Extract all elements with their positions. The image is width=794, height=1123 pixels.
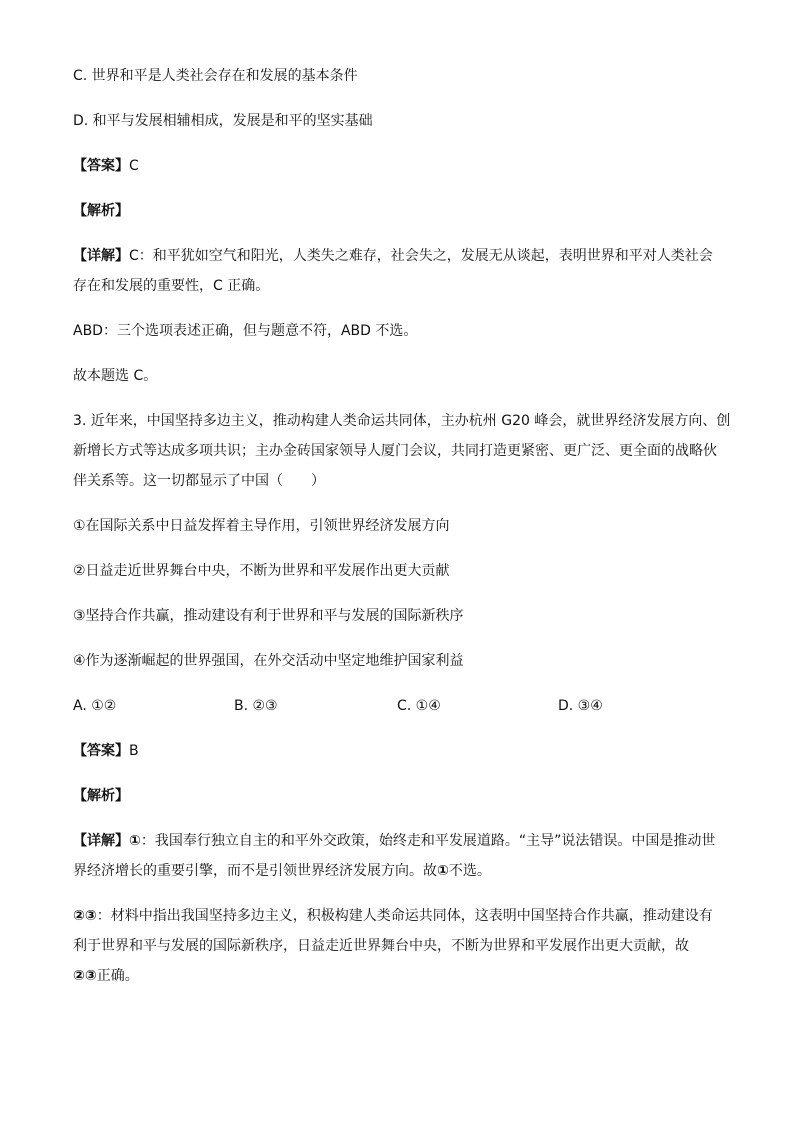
choice-d: D. ③④ [558,698,603,714]
answer-label: 【答案】 [73,743,129,759]
answer-line-2 [73,741,139,761]
statement-3: ③坚持合作共赢，推动建设有利于世界和平与发展的国际新秩序 [73,608,464,624]
detail-mark: ① [437,863,449,879]
detail-text-end: 不选。 [448,863,491,879]
analysis-heading-2: 【解析】 [73,788,129,804]
question-3-line-c: 伴关系等。这一切都显示了中国（ ） [73,473,325,489]
detail-text: ：材料中指出我国坚持多边主义，积极构建人类命运共同体，这表明中国坚持合作共赢，推动建设有 [96,908,713,924]
choice-a: A. ①② [73,698,117,714]
detail-line-1b: 存在和发展的重要性，C 正确。 [73,278,270,294]
choice-b: B. ②③ [234,698,278,714]
analysis-heading-1: 【解析】 [73,203,129,219]
detail-text: C：和平犹如空气和阳光，人类失之难存，社会失之，发展无从谈起，表明世界和平对人类社会 [129,248,713,264]
detail-lead-mark: ②③ [73,908,97,924]
conclusion-line-1: 故本题选 C。 [73,368,158,384]
answer-value: B [129,743,139,759]
detail-label: 【详解】 [73,833,129,849]
option-d-line: D. 和平与发展相辅相成，发展是和平的坚实基础 [73,113,373,129]
statement-4: ④作为逐渐崛起的世界强国，在外交活动中坚定地维护国家利益 [73,653,464,669]
detail-line-3c [73,966,139,986]
detail-text-end: 正确。 [96,968,139,984]
answer-line-1 [73,156,139,176]
choice-c: C. ①④ [397,698,441,714]
detail-label: 【详解】 [73,248,129,264]
detail-line-1a [73,246,713,266]
detail-line-2a [73,831,715,851]
detail-mark: ②③ [73,968,97,984]
answer-value: C [129,158,139,174]
abd-line: ABD：三个选项表述正确，但与题意不符，ABD 不选。 [73,323,418,339]
detail-lead-mark: ① [129,833,141,849]
question-3-line-a: 3. 近年来，中国坚持多边主义，推动构建人类命运共同体，主办杭州 G20 峰会，就世界经济发展方向、创 [73,413,731,429]
detail-text: ：我国奉行独立自主的和平外交政策，始终走和平发展道路。“主导”说法错误。中国是推动世 [140,833,716,849]
detail-line-3b: 利于世界和平与发展的国际新秩序，日益走近世界舞台中央，不断为世界和平发展作出更大贡献，故 [73,938,689,954]
detail-line-3a [73,906,713,926]
detail-text: 界经济增长的重要引擎，而不是引领世界经济发展方向。故 [73,863,437,879]
answer-label: 【答案】 [73,158,129,174]
question-3-line-b: 新增长方式等达成多项共识；主办金砖国家领导人厦门会议，共同打造更紧密、更广泛、更全面的战略伙 [73,443,717,459]
statement-1: ①在国际关系中日益发挥着主导作用，引领世界经济发展方向 [73,518,450,534]
detail-line-2b [73,861,491,881]
option-c-line: C. 世界和平是人类社会存在和发展的基本条件 [73,68,358,84]
statement-2: ②日益走近世界舞台中央，不断为世界和平发展作出更大贡献 [73,563,450,579]
